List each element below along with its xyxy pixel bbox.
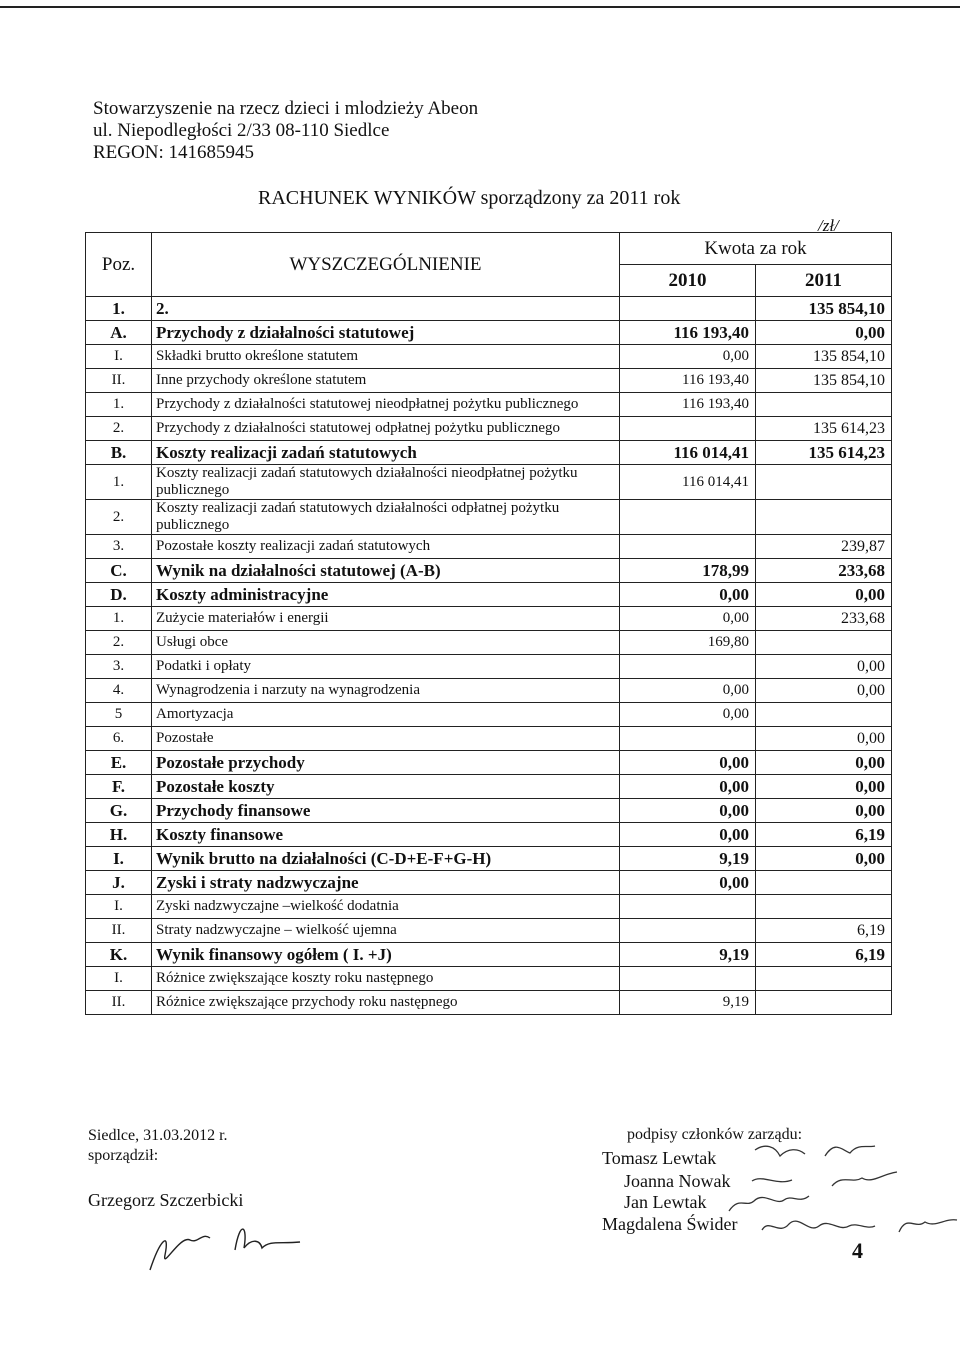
row-amount-2011: 233,68 (756, 559, 892, 583)
row-description: Pozostałe (152, 727, 620, 751)
row-position: 5 (86, 703, 152, 727)
row-amount-2011: 6,19 (756, 823, 892, 847)
row-description: Zużycie materiałów i energii (152, 607, 620, 631)
row-amount-2010 (620, 919, 756, 943)
row-description: Wynik na działalności statutowej (A-B) (152, 559, 620, 583)
table-row (86, 943, 892, 967)
row-description: Pozostałe koszty (152, 775, 620, 799)
row-position: I. (86, 345, 152, 369)
table-row (86, 991, 892, 1015)
table-row (86, 297, 892, 321)
row-amount-2011 (756, 703, 892, 727)
row-description: Koszty realizacji zadań statutowych działalności nieodpłatnej pożytku publicznego (152, 465, 620, 500)
row-amount-2010: 0,00 (620, 823, 756, 847)
row-amount-2011: 135 854,10 (756, 369, 892, 393)
row-description: Wynagrodzenia i narzuty na wynagrodzenia (152, 679, 620, 703)
row-position: 2. (86, 631, 152, 655)
row-amount-2010: 116 193,40 (620, 321, 756, 345)
income-statement-table (85, 232, 892, 1015)
row-description: Koszty realizacji zadań statutowych (152, 441, 620, 465)
row-position: 1. (86, 297, 152, 321)
table-row (86, 871, 892, 895)
row-description: Koszty administracyjne (152, 583, 620, 607)
table-row (86, 727, 892, 751)
row-description: Koszty finansowe (152, 823, 620, 847)
prepared-by-label: sporządził: (88, 1147, 159, 1164)
row-amount-2010 (620, 297, 756, 321)
row-position: A. (86, 321, 152, 345)
row-amount-2011: 135 854,10 (756, 345, 892, 369)
row-amount-2010: 9,19 (620, 847, 756, 871)
row-amount-2010 (620, 727, 756, 751)
table-row (86, 583, 892, 607)
table-row (86, 703, 892, 727)
row-amount-2010: 116 014,41 (620, 441, 756, 465)
board-member: Jan Lewtak (624, 1192, 707, 1212)
row-amount-2011: 135 854,10 (756, 297, 892, 321)
row-description: Wynik brutto na działalności (C-D+E-F+G-H) (152, 847, 620, 871)
place-date: Siedlce, 31.03.2012 r. (88, 1127, 228, 1144)
row-amount-2011 (756, 500, 892, 535)
row-amount-2011 (756, 991, 892, 1015)
row-position: F. (86, 775, 152, 799)
table-row (86, 465, 892, 500)
row-amount-2011: 135 614,23 (756, 417, 892, 441)
row-amount-2011 (756, 871, 892, 895)
row-amount-2010: 116 014,41 (620, 465, 756, 500)
row-amount-2010: 0,00 (620, 345, 756, 369)
row-description: Różnice zwiększające przychody roku następnego (152, 991, 620, 1015)
row-amount-2011: 0,00 (756, 727, 892, 751)
row-description: Składki brutto określone statutem (152, 345, 620, 369)
page-number: 4 (852, 1238, 863, 1263)
header-year-2010: 2010 (620, 265, 756, 297)
row-description: Inne przychody określone statutem (152, 369, 620, 393)
table-row (86, 655, 892, 679)
row-description: Wynik finansowy ogółem ( I. +J) (152, 943, 620, 967)
row-position: E. (86, 751, 152, 775)
board-member: Joanna Nowak (624, 1171, 731, 1191)
row-position: 3. (86, 535, 152, 559)
table-row (86, 417, 892, 441)
table-row (86, 535, 892, 559)
table-row (86, 967, 892, 991)
row-position: D. (86, 583, 152, 607)
row-description: Przychody z działalności statutowej nieodpłatnej pożytku publicznego (152, 393, 620, 417)
organization-regon: REGON: 141685945 (93, 142, 254, 163)
table-row (86, 775, 892, 799)
header-amount-group: Kwota za rok (620, 233, 892, 265)
row-position: 1. (86, 607, 152, 631)
row-description: Usługi obce (152, 631, 620, 655)
row-amount-2011 (756, 465, 892, 500)
row-position: 1. (86, 393, 152, 417)
table-row (86, 751, 892, 775)
table-row (86, 500, 892, 535)
row-amount-2010: 0,00 (620, 679, 756, 703)
row-amount-2011: 0,00 (756, 847, 892, 871)
row-amount-2010: 0,00 (620, 775, 756, 799)
row-description: Koszty realizacji zadań statutowych działalności odpłatnej pożytku publicznego (152, 500, 620, 535)
row-amount-2010 (620, 655, 756, 679)
row-amount-2010: 116 193,40 (620, 393, 756, 417)
row-amount-2011: 0,00 (756, 655, 892, 679)
row-position: I. (86, 847, 152, 871)
row-description: Różnice zwiększające koszty roku następnego (152, 967, 620, 991)
currency-unit: /zł/ (818, 216, 839, 235)
row-amount-2010: 0,00 (620, 751, 756, 775)
row-description: Przychody z działalności statutowej (152, 321, 620, 345)
row-position: G. (86, 799, 152, 823)
row-amount-2011: 6,19 (756, 943, 892, 967)
row-amount-2010: 0,00 (620, 583, 756, 607)
row-amount-2010: 0,00 (620, 871, 756, 895)
table-row (86, 321, 892, 345)
row-description: Amortyzacja (152, 703, 620, 727)
table-row (86, 393, 892, 417)
row-position: II. (86, 919, 152, 943)
row-position: 2. (86, 417, 152, 441)
row-description: Zyski nadzwyczajne –wielkość dodatnia (152, 895, 620, 919)
table-row (86, 799, 892, 823)
row-amount-2011: 0,00 (756, 583, 892, 607)
table-row (86, 345, 892, 369)
row-position: J. (86, 871, 152, 895)
header-description: WYSZCZEGÓLNIENIE (152, 233, 620, 297)
row-amount-2010: 178,99 (620, 559, 756, 583)
organization-address: ul. Niepodległości 2/33 08-110 Siedlce (93, 120, 390, 141)
table-row (86, 441, 892, 465)
row-description: Straty nadzwyczajne – wielkość ujemna (152, 919, 620, 943)
table-row (86, 559, 892, 583)
report-title: RACHUNEK WYNIKÓW sporządzony za 2011 rok (258, 187, 681, 209)
row-amount-2011: 239,87 (756, 535, 892, 559)
row-position: I. (86, 967, 152, 991)
row-amount-2011 (756, 393, 892, 417)
table-row (86, 919, 892, 943)
row-description: Pozostałe koszty realizacji zadań statutowych (152, 535, 620, 559)
row-amount-2010 (620, 500, 756, 535)
signature-scribble-1 (750, 1138, 900, 1168)
organization-name: Stowarzyszenie na rzecz dzieci i mlodzieży Abeon (93, 98, 479, 119)
row-amount-2011: 135 614,23 (756, 441, 892, 465)
header-poz: Poz. (86, 233, 152, 297)
row-description: Podatki i opłaty (152, 655, 620, 679)
row-amount-2011: 6,19 (756, 919, 892, 943)
row-position: I. (86, 895, 152, 919)
row-position: 2. (86, 500, 152, 535)
row-position: II. (86, 369, 152, 393)
row-position: 3. (86, 655, 152, 679)
top-border-line (0, 6, 960, 8)
row-description: 2. (152, 297, 620, 321)
table-row (86, 369, 892, 393)
organization-header (93, 98, 478, 164)
row-amount-2010: 0,00 (620, 607, 756, 631)
row-position: 1. (86, 465, 152, 500)
row-amount-2010: 0,00 (620, 703, 756, 727)
row-amount-2011 (756, 967, 892, 991)
row-amount-2010: 9,19 (620, 991, 756, 1015)
row-amount-2011: 0,00 (756, 799, 892, 823)
row-description: Przychody z działalności statutowej odpłatnej pożytku publicznego (152, 417, 620, 441)
signature-scribble-left (140, 1210, 310, 1280)
table-row (86, 895, 892, 919)
row-amount-2010 (620, 967, 756, 991)
row-description: Zyski i straty nadzwyczajne (152, 871, 620, 895)
row-position: II. (86, 991, 152, 1015)
table-row (86, 607, 892, 631)
row-amount-2010 (620, 417, 756, 441)
row-amount-2011 (756, 895, 892, 919)
table-body (86, 297, 892, 1015)
header-year-2011: 2011 (756, 265, 892, 297)
row-amount-2010: 9,19 (620, 943, 756, 967)
prepared-by-name: Grzegorz Szczerbicki (88, 1190, 244, 1210)
row-position: B. (86, 441, 152, 465)
row-position: 4. (86, 679, 152, 703)
row-amount-2010 (620, 895, 756, 919)
board-member: Tomasz Lewtak (602, 1148, 717, 1168)
board-member: Magdalena Świder (602, 1214, 738, 1234)
row-position: K. (86, 943, 152, 967)
row-amount-2010: 169,80 (620, 631, 756, 655)
row-amount-2011: 233,68 (756, 607, 892, 631)
row-position: H. (86, 823, 152, 847)
row-amount-2010 (620, 535, 756, 559)
row-amount-2011: 0,00 (756, 751, 892, 775)
table-row (86, 631, 892, 655)
row-amount-2010: 116 193,40 (620, 369, 756, 393)
row-amount-2011: 0,00 (756, 679, 892, 703)
row-description: Przychody finansowe (152, 799, 620, 823)
table-row (86, 823, 892, 847)
row-amount-2011: 0,00 (756, 321, 892, 345)
row-amount-2010: 0,00 (620, 799, 756, 823)
table-row (86, 679, 892, 703)
footer-left (88, 1126, 228, 1166)
row-description: Pozostałe przychody (152, 751, 620, 775)
row-amount-2011 (756, 631, 892, 655)
row-amount-2011: 0,00 (756, 775, 892, 799)
row-position: 6. (86, 727, 152, 751)
row-position: C. (86, 559, 152, 583)
table-row (86, 847, 892, 871)
signatures-label: podpisy członków zarządu: (627, 1126, 803, 1143)
